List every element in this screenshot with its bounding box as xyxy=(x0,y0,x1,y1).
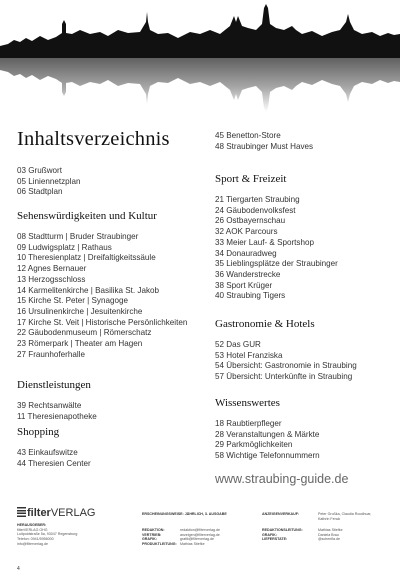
toc-entry: 09 Ludwigsplatz | Rathaus xyxy=(17,242,112,252)
toc-entry: 44 Theresien Center xyxy=(17,458,91,468)
toc-entry: 11 Theresienapotheke xyxy=(17,411,97,421)
imprint-editorial-values: redaktion@filterverlag.de anzeigen@filterverlag.de grafik@filterverlag.de Mathias Stiefke xyxy=(180,528,221,547)
toc-entry: 45 Benetton-Store xyxy=(215,131,281,140)
toc-entry: 58 Wichtige Telefonnummern xyxy=(215,451,320,461)
toc-entry: 28 Veranstaltungen & Märkte xyxy=(215,429,320,439)
toc-section-heading: Sehenswürdigkeiten und Kultur xyxy=(17,210,157,222)
imprint-editorial-labels: REDAKTION: VERTRIEB: GRAFIK: PRODUKTLEITUNG: xyxy=(142,528,177,547)
filterverlag-logo xyxy=(17,507,95,519)
imprint-ads-values: Peter Großka, Claudia Roodhuar, Kathrin Fenck xyxy=(318,512,372,521)
toc-entry: 53 Hotel Franziska xyxy=(215,350,283,360)
toc-entry: 14 Karmelitenkirche | Basilika St. Jakob xyxy=(17,285,160,295)
toc-section-heading: Dienstleistungen xyxy=(17,379,91,391)
toc-entry: 35 Lieblingsplätze der Straubinger xyxy=(215,259,338,269)
toc-entry: 43 Einkaufswitze xyxy=(17,448,78,457)
toc-section-heading: Shopping xyxy=(17,426,60,438)
toc-entry: 06 Stadtplan xyxy=(17,187,63,197)
imprint-footer xyxy=(0,500,400,576)
toc-entry: 36 Wanderstrecke xyxy=(215,269,281,279)
toc-entry: 17 Kirche St. Veit | Historische Persönlichkeiten xyxy=(17,317,188,327)
toc-entry: 08 Stadtturm | Bruder Straubinger xyxy=(17,232,139,241)
imprint-frequency: ERSCHEINUNGSWEISE: JÄHRLICH, 3. AUSGABE xyxy=(142,512,227,516)
toc-entry: 32 AOK Parcours xyxy=(215,227,278,237)
imprint-ads-label: ANZEIGENVERKAUF: xyxy=(262,512,300,516)
toc-entry: 24 Gäubodenvolksfest xyxy=(215,205,296,215)
toc-section-heading: Wissenswertes xyxy=(215,397,280,409)
imprint-publisher: HERAUSGEBER: filterVERLAG OHG Luitpoldstraße 5a, 93047 Regensburg Telefon: 0941/5956000 info@filterverlag.de xyxy=(17,523,78,546)
toc-entry: 57 Übersicht: Unterkünfte in Straubing xyxy=(215,372,353,382)
city-skyline-image xyxy=(0,0,400,120)
logo-text-verlag: VERLAG xyxy=(50,507,96,519)
website-url[interactable]: www.straubing-guide.de xyxy=(215,472,349,486)
toc-entry: 16 Ursulinenkirche | Jesuitenkirche xyxy=(17,306,143,316)
toc-entry: 33 Meier Lauf- & Sportshop xyxy=(215,237,314,247)
logo-text-filter: filter xyxy=(27,507,51,519)
toc-entry: 27 Fraunhoferhalle xyxy=(17,349,85,359)
toc-section-heading: Gastronomie & Hotels xyxy=(215,318,315,330)
toc-entry: 38 Sport Krüger xyxy=(215,280,273,290)
imprint-management-values: Mathias Stiefke Daniela Brau @schenfla.de xyxy=(318,528,343,542)
imprint-management-labels: REDAKTIONSLEITUNG: GRAFIK: LIEFERSTATE: xyxy=(262,528,303,542)
toc-entry: 15 Kirche St. Peter | Synagoge xyxy=(17,296,128,306)
toc-entry: 26 Ostbayernschau xyxy=(215,216,286,226)
toc-entry: 48 Straubinger Must Haves xyxy=(215,141,314,151)
toc-entry: 54 Übersicht: Gastronomie in Straubing xyxy=(215,361,357,371)
toc-entry: 23 Römerpark | Theater am Hagen xyxy=(17,339,143,348)
toc-entry: 22 Gäubodenmuseum | Römerschatz xyxy=(17,328,152,338)
toc-section-heading: Sport & Freizeit xyxy=(215,173,287,185)
toc-entry: 40 Straubing Tigers xyxy=(215,291,286,301)
toc-entry: 03 Grußwort xyxy=(17,166,62,175)
toc-entry: 10 Theresienplatz | Dreifaltigkeitssäule xyxy=(17,253,156,263)
toc-entry: 13 Herzogsschloss xyxy=(17,274,86,284)
toc-entry: 12 Agnes Bernauer xyxy=(17,264,87,274)
toc-entry: 34 Donauradweg xyxy=(215,248,277,258)
toc-entry: 52 Das GUR xyxy=(215,340,261,349)
toc-entry: 29 Parkmöglichkeiten xyxy=(215,440,293,450)
toc-entry: 21 Tiergarten Straubing xyxy=(215,195,300,204)
toc-entry: 05 Liniennetzplan xyxy=(17,176,81,186)
page-title: Inhaltsverzeichnis xyxy=(17,128,170,150)
logo-mark-icon xyxy=(17,507,26,517)
toc-entry: 18 Raubtierpfleger xyxy=(215,419,282,428)
toc-entry: 39 Rechtsanwälte xyxy=(17,401,82,410)
page-number: 4 xyxy=(17,566,20,572)
